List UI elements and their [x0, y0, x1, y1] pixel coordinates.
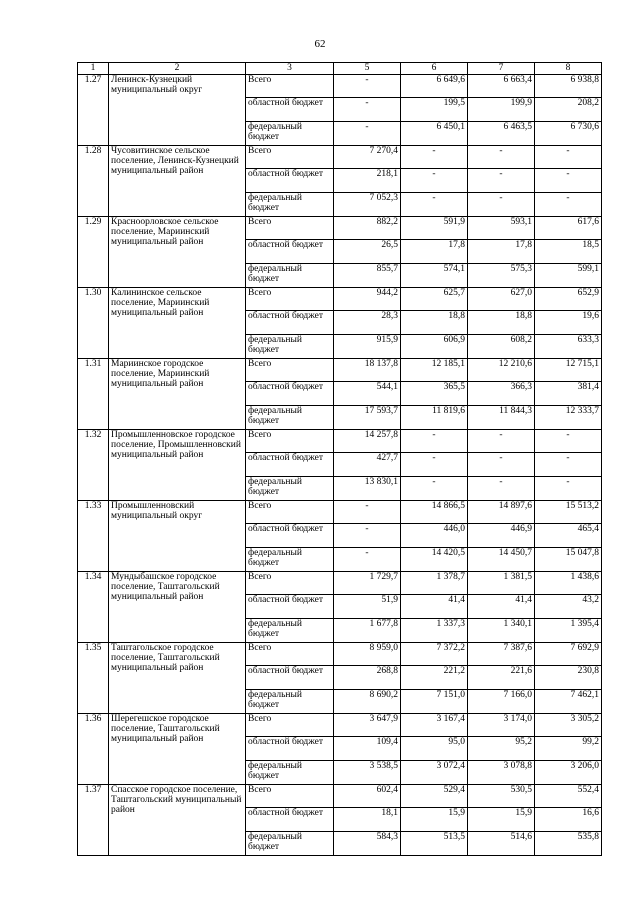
budget-type: областной бюджет	[246, 666, 334, 690]
amount-cell: 6 730,6	[535, 122, 602, 146]
amount-cell: 109,4	[334, 737, 401, 761]
amount-cell: 427,7	[334, 453, 401, 477]
amount-cell: 3 305,2	[535, 714, 602, 737]
budget-type: областной бюджет	[246, 524, 334, 548]
amount-cell: 18,1	[334, 808, 401, 832]
amount-cell: -	[334, 501, 401, 524]
amount-cell: -	[468, 453, 535, 477]
amount-cell: 18,8	[401, 311, 468, 335]
amount-cell: 381,4	[535, 382, 602, 406]
amount-cell: 633,3	[535, 335, 602, 359]
budget-type: Всего	[246, 643, 334, 666]
amount-cell: 6 938,8	[535, 75, 602, 98]
amount-cell: 218,1	[334, 169, 401, 193]
amount-cell: 627,0	[468, 288, 535, 311]
budget-table-body	[78, 63, 602, 856]
amount-cell: 14 897,6	[468, 501, 535, 524]
amount-cell: 7 372,2	[401, 643, 468, 666]
amount-cell: 3 072,4	[401, 761, 468, 785]
table-row	[78, 146, 602, 169]
amount-cell: 6 649,6	[401, 75, 468, 98]
amount-cell: 944,2	[334, 288, 401, 311]
amount-cell: 530,5	[468, 785, 535, 808]
budget-type: Всего	[246, 785, 334, 808]
amount-cell: 13 830,1	[334, 477, 401, 501]
table-row	[78, 643, 602, 666]
budget-type: Всего	[246, 501, 334, 524]
amount-cell: 1 438,6	[535, 572, 602, 595]
budget-type: областной бюджет	[246, 240, 334, 264]
municipality-name: Мариинское городское поселение, Мариинский муниципальный район	[109, 359, 246, 430]
municipality-name: Калининское сельское поселение, Мариинский муниципальный район	[109, 288, 246, 359]
municipality-name: Таштагольское городское поселение, Таштагольский муниципальный район	[109, 643, 246, 714]
municipality-name: Шерегешское городское поселение, Таштагольский муниципальный район	[109, 714, 246, 785]
amount-cell: 7 270,4	[334, 146, 401, 169]
budget-type: областной бюджет	[246, 98, 334, 122]
header-cell: 5	[334, 63, 401, 75]
amount-cell: 41,4	[468, 595, 535, 619]
amount-cell: 12 333,7	[535, 406, 602, 430]
amount-cell: -	[535, 453, 602, 477]
amount-cell: 17,8	[401, 240, 468, 264]
amount-cell: 544,1	[334, 382, 401, 406]
amount-cell: 14 450,7	[468, 548, 535, 572]
amount-cell: 8 690,2	[334, 690, 401, 714]
amount-cell: 652,9	[535, 288, 602, 311]
amount-cell: 1 677,8	[334, 619, 401, 643]
amount-cell: 15,9	[401, 808, 468, 832]
amount-cell: 625,7	[401, 288, 468, 311]
amount-cell: -	[468, 430, 535, 453]
budget-type: федеральный бюджет	[246, 335, 334, 359]
amount-cell: 7 462,1	[535, 690, 602, 714]
budget-type: Всего	[246, 288, 334, 311]
amount-cell: 365,5	[401, 382, 468, 406]
amount-cell: 465,4	[535, 524, 602, 548]
amount-cell: -	[334, 524, 401, 548]
budget-type: федеральный бюджет	[246, 264, 334, 288]
amount-cell: -	[401, 477, 468, 501]
budget-type: федеральный бюджет	[246, 122, 334, 146]
amount-cell: 7 387,6	[468, 643, 535, 666]
amount-cell: 3 167,4	[401, 714, 468, 737]
amount-cell: 6 450,1	[401, 122, 468, 146]
amount-cell: 1 381,5	[468, 572, 535, 595]
amount-cell: 366,3	[468, 382, 535, 406]
amount-cell: 7 692,9	[535, 643, 602, 666]
budget-table	[77, 62, 602, 856]
amount-cell: 41,4	[401, 595, 468, 619]
amount-cell: 18,5	[535, 240, 602, 264]
budget-type: федеральный бюджет	[246, 832, 334, 856]
amount-cell: 26,5	[334, 240, 401, 264]
municipality-name: Промышленновский муниципальный округ	[109, 501, 246, 572]
amount-cell: 6 663,4	[468, 75, 535, 98]
budget-type: областной бюджет	[246, 169, 334, 193]
budget-type: областной бюджет	[246, 311, 334, 335]
budget-type: федеральный бюджет	[246, 477, 334, 501]
amount-cell: 11 844,3	[468, 406, 535, 430]
table-row	[78, 572, 602, 595]
amount-cell: 19,6	[535, 311, 602, 335]
amount-cell: 208,2	[535, 98, 602, 122]
amount-cell: 12 185,1	[401, 359, 468, 382]
amount-cell: 230,8	[535, 666, 602, 690]
amount-cell: 14 257,8	[334, 430, 401, 453]
amount-cell: 199,5	[401, 98, 468, 122]
amount-cell: 584,3	[334, 832, 401, 856]
amount-cell: -	[334, 122, 401, 146]
amount-cell: -	[535, 146, 602, 169]
amount-cell: 17,8	[468, 240, 535, 264]
amount-cell: 446,9	[468, 524, 535, 548]
amount-cell: 99,2	[535, 737, 602, 761]
amount-cell: 7 166,0	[468, 690, 535, 714]
amount-cell: 1 395,4	[535, 619, 602, 643]
amount-cell: 16,6	[535, 808, 602, 832]
amount-cell: 446,0	[401, 524, 468, 548]
row-number: 1.30	[78, 288, 109, 359]
amount-cell: 575,3	[468, 264, 535, 288]
budget-type: областной бюджет	[246, 453, 334, 477]
amount-cell: 43,2	[535, 595, 602, 619]
row-number: 1.35	[78, 643, 109, 714]
amount-cell: 915,9	[334, 335, 401, 359]
table-row	[78, 501, 602, 524]
amount-cell: 12 715,1	[535, 359, 602, 382]
budget-type: федеральный бюджет	[246, 548, 334, 572]
budget-type: Всего	[246, 75, 334, 98]
budget-type: областной бюджет	[246, 595, 334, 619]
amount-cell: -	[468, 193, 535, 217]
amount-cell: 14 866,5	[401, 501, 468, 524]
row-number: 1.37	[78, 785, 109, 856]
amount-cell: 7 052,3	[334, 193, 401, 217]
amount-cell: 11 819,6	[401, 406, 468, 430]
amount-cell: 15,9	[468, 808, 535, 832]
amount-cell: 617,6	[535, 217, 602, 240]
budget-type: областной бюджет	[246, 737, 334, 761]
amount-cell: 599,1	[535, 264, 602, 288]
row-number: 1.29	[78, 217, 109, 288]
budget-type: Всего	[246, 714, 334, 737]
amount-cell: -	[334, 98, 401, 122]
amount-cell: 199,9	[468, 98, 535, 122]
amount-cell: 18 137,8	[334, 359, 401, 382]
amount-cell: 51,9	[334, 595, 401, 619]
amount-cell: 882,2	[334, 217, 401, 240]
amount-cell: -	[401, 430, 468, 453]
amount-cell: 514,6	[468, 832, 535, 856]
table-row	[78, 714, 602, 737]
table-row	[78, 359, 602, 382]
amount-cell: 221,2	[401, 666, 468, 690]
amount-cell: 268,8	[334, 666, 401, 690]
amount-cell: -	[401, 193, 468, 217]
amount-cell: 95,2	[468, 737, 535, 761]
budget-type: Всего	[246, 146, 334, 169]
row-number: 1.34	[78, 572, 109, 643]
budget-type: федеральный бюджет	[246, 193, 334, 217]
amount-cell: 591,9	[401, 217, 468, 240]
amount-cell: -	[334, 548, 401, 572]
amount-cell: 3 174,0	[468, 714, 535, 737]
header-cell: 8	[535, 63, 602, 75]
header-row	[78, 63, 602, 75]
table-row	[78, 430, 602, 453]
amount-cell: 95,0	[401, 737, 468, 761]
table-row	[78, 217, 602, 240]
budget-type: областной бюджет	[246, 382, 334, 406]
amount-cell: -	[334, 75, 401, 98]
budget-type: федеральный бюджет	[246, 619, 334, 643]
row-number: 1.31	[78, 359, 109, 430]
amount-cell: -	[401, 169, 468, 193]
amount-cell: 15 513,2	[535, 501, 602, 524]
amount-cell: 593,1	[468, 217, 535, 240]
amount-cell: 7 151,0	[401, 690, 468, 714]
table-row	[78, 288, 602, 311]
row-number: 1.27	[78, 75, 109, 146]
header-cell: 6	[401, 63, 468, 75]
municipality-name: Ленинск-Кузнецкий муниципальный округ	[109, 75, 246, 146]
amount-cell: 1 729,7	[334, 572, 401, 595]
header-cell: 3	[246, 63, 334, 75]
amount-cell: 28,3	[334, 311, 401, 335]
amount-cell: 3 206,0	[535, 761, 602, 785]
budget-type: федеральный бюджет	[246, 690, 334, 714]
page-number: 62	[314, 38, 326, 50]
budget-type: Всего	[246, 572, 334, 595]
amount-cell: -	[401, 146, 468, 169]
amount-cell: -	[535, 169, 602, 193]
amount-cell: 1 340,1	[468, 619, 535, 643]
amount-cell: 12 210,6	[468, 359, 535, 382]
municipality-name: Спасское городское поселение, Таштагольский муниципальный район	[109, 785, 246, 856]
budget-type: федеральный бюджет	[246, 406, 334, 430]
amount-cell: -	[468, 477, 535, 501]
amount-cell: -	[401, 453, 468, 477]
amount-cell: 15 047,8	[535, 548, 602, 572]
amount-cell: 1 337,3	[401, 619, 468, 643]
amount-cell: 3 078,8	[468, 761, 535, 785]
table-row	[78, 75, 602, 98]
row-number: 1.36	[78, 714, 109, 785]
amount-cell: 221,6	[468, 666, 535, 690]
amount-cell: 535,8	[535, 832, 602, 856]
amount-cell: 8 959,0	[334, 643, 401, 666]
header-cell: 1	[78, 63, 109, 75]
budget-type: Всего	[246, 359, 334, 382]
row-number: 1.28	[78, 146, 109, 217]
municipality-name: Промышленновское городское поселение, Промышленновский муниципальный район	[109, 430, 246, 501]
amount-cell: -	[468, 169, 535, 193]
amount-cell: 574,1	[401, 264, 468, 288]
amount-cell: -	[535, 430, 602, 453]
municipality-name: Мундыбашское городское поселение, Таштагольский муниципальный район	[109, 572, 246, 643]
municipality-name: Чусовитинское сельское поселение, Ленинск-Кузнецкий муниципальный район	[109, 146, 246, 217]
amount-cell: 3 538,5	[334, 761, 401, 785]
amount-cell: 606,9	[401, 335, 468, 359]
amount-cell: -	[535, 477, 602, 501]
amount-cell: 855,7	[334, 264, 401, 288]
municipality-name: Красноорловское сельское поселение, Мариинский муниципальный район	[109, 217, 246, 288]
amount-cell: 18,8	[468, 311, 535, 335]
amount-cell: -	[535, 193, 602, 217]
amount-cell: -	[468, 146, 535, 169]
budget-type: областной бюджет	[246, 808, 334, 832]
amount-cell: 602,4	[334, 785, 401, 808]
amount-cell: 3 647,9	[334, 714, 401, 737]
amount-cell: 529,4	[401, 785, 468, 808]
amount-cell: 6 463,5	[468, 122, 535, 146]
header-cell: 7	[468, 63, 535, 75]
amount-cell: 608,2	[468, 335, 535, 359]
row-number: 1.32	[78, 430, 109, 501]
amount-cell: 552,4	[535, 785, 602, 808]
amount-cell: 14 420,5	[401, 548, 468, 572]
budget-type: Всего	[246, 430, 334, 453]
amount-cell: 513,5	[401, 832, 468, 856]
budget-type: федеральный бюджет	[246, 761, 334, 785]
amount-cell: 17 593,7	[334, 406, 401, 430]
header-cell: 2	[109, 63, 246, 75]
table-row	[78, 785, 602, 808]
row-number: 1.33	[78, 501, 109, 572]
budget-type: Всего	[246, 217, 334, 240]
amount-cell: 1 378,7	[401, 572, 468, 595]
